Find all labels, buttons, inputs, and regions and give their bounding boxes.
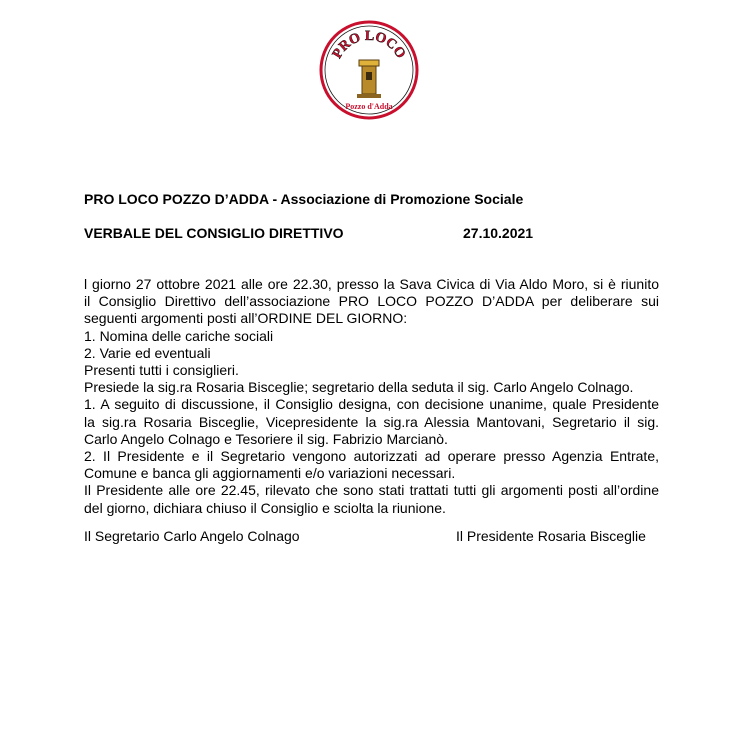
body-line: il Consiglio Direttivo dell’associazione PRO LOCO POZZO D’ADDA per deliberare sui — [84, 293, 659, 310]
body-line: Presenti tutti i consiglieri. — [84, 362, 239, 379]
agenda-item: 2. Varie ed eventuali — [84, 344, 211, 361]
body-line: Il Presidente alle ore 22.45, rilevato che sono stati trattati tutti gli argomenti posti all’ordine — [84, 482, 659, 499]
body-line: Carlo Angelo Colnago e Tesoriere il sig. Fabrizio Marcianò. — [84, 430, 448, 447]
secretary-signature: Il Segretario Carlo Angelo Colnago — [84, 528, 300, 544]
agenda-item: 1. Nomina delle cariche sociali — [84, 327, 274, 344]
pro-loco-logo — [319, 20, 419, 120]
body-line: 1. A seguito di discussione, il Consiglio designa, con decisione unanime, quale Presidente — [84, 396, 659, 413]
document-title-row — [84, 225, 534, 241]
body-line: Presiede la sig.ra Rosaria Bisceglie; segretario della seduta il sig. Carlo Angelo Colnago. — [84, 379, 634, 396]
body-line: l giorno 27 ottobre 2021 alle ore 22.30, presso la Sava Civica di Via Aldo Moro, si è riunito — [84, 276, 659, 292]
body-line: 2. Il Presidente e il Segretario vengono autorizzati ad operare presso Agenzia Entrate, — [84, 448, 659, 465]
svg-text:Pozzo d'Adda: Pozzo d'Adda — [345, 102, 393, 111]
body-line: Comune e banca gli aggiornamenti e/o variazioni necessari. — [84, 465, 456, 482]
minutes-body — [84, 276, 659, 517]
organization-heading: PRO LOCO POZZO D’ADDA - Associazione di Promozione Sociale — [84, 191, 524, 207]
body-line: seguenti argomenti posti all’ORDINE DEL GIORNO: — [84, 310, 408, 327]
svg-text:PRO LOCO: PRO LOCO — [329, 28, 408, 62]
body-line: la sig.ra Rosaria Bisceglie, Vicepresidente la sig.ra Alessia Mantovani, Segretario il sig. — [84, 413, 659, 430]
document-title: VERBALE DEL CONSIGLIO DIRETTIVO — [84, 225, 344, 241]
body-line: del giorno, dichiara chiuso il Consiglio e sciolta la riunione. — [84, 499, 446, 516]
document-date: 27.10.2021 — [463, 225, 534, 241]
president-signature: Il Presidente Rosaria Bisceglie — [456, 528, 646, 544]
